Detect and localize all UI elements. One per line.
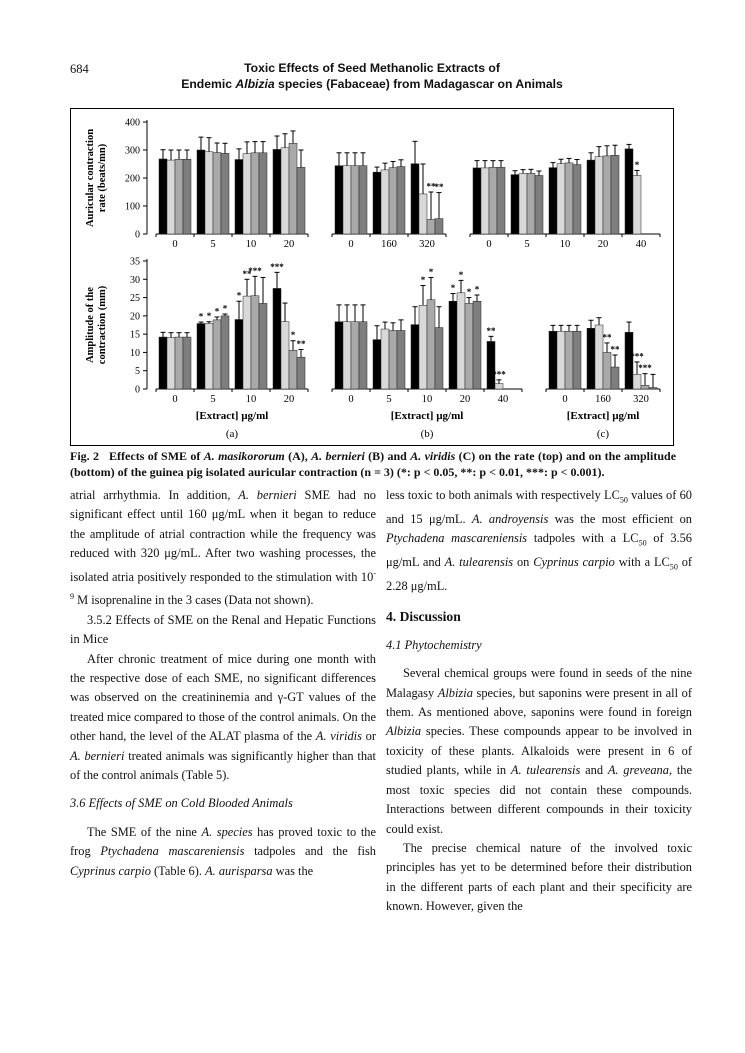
significance-mark: ** — [602, 332, 612, 343]
bar — [573, 331, 581, 389]
bar — [281, 322, 289, 389]
bar — [511, 175, 519, 234]
bar — [587, 328, 595, 389]
bar — [197, 150, 205, 234]
text-segment: (A), — [284, 449, 312, 463]
text-segment: 50 — [669, 562, 678, 572]
text-segment: species, but saponins were present in all of them. As mentioned above, saponins were found in foreign — [386, 685, 692, 720]
text-segment: 4. Discussion — [386, 609, 461, 625]
significance-mark: ** — [296, 339, 306, 350]
text-segment: Fig. 2 Effects of SME of — [70, 449, 204, 463]
significance-mark: * — [458, 269, 464, 280]
x-tick-label: 40 — [497, 394, 509, 405]
bar — [289, 350, 297, 389]
x-tick-label: 10 — [559, 239, 571, 250]
bar — [611, 367, 619, 389]
bar — [497, 167, 505, 234]
bar — [495, 384, 503, 389]
text-segment: Ptychadena mascareniensis — [386, 531, 528, 546]
text-segment: Ptychadena mascareniensis — [100, 844, 245, 859]
x-axis-title: [Extract] µg/ml — [195, 410, 269, 422]
bar — [335, 322, 343, 389]
bar — [557, 331, 565, 389]
bar — [175, 337, 183, 389]
significance-mark: *** — [630, 351, 644, 362]
text-segment: has proved toxic to the frog — [70, 824, 376, 859]
x-tick-label: 10 — [245, 239, 257, 250]
bar — [603, 352, 611, 389]
bar — [595, 157, 603, 234]
significance-mark: * — [634, 159, 640, 170]
bar — [213, 320, 221, 389]
bar — [535, 175, 543, 234]
amplitude-chart — [71, 253, 672, 443]
bar — [221, 153, 229, 234]
text-segment: The SME of the nine — [87, 824, 202, 839]
x-axis-title: [Extract] µg/ml — [390, 410, 464, 422]
bar — [297, 357, 305, 389]
bar — [197, 324, 205, 389]
bar — [389, 330, 397, 389]
bar — [343, 166, 351, 234]
bar — [389, 168, 397, 234]
panel-letter: (b) — [420, 428, 434, 440]
figure-caption — [70, 449, 676, 480]
x-tick-label: 0 — [172, 394, 178, 405]
bar — [235, 160, 243, 234]
x-tick-label: 5 — [210, 394, 216, 405]
text-segment: species (Fabaceae) from Madagascar on Animals — [274, 77, 563, 91]
y-tick-label: 10 — [130, 347, 140, 359]
bar — [183, 337, 191, 389]
significance-mark: * — [206, 311, 212, 322]
bar — [243, 296, 251, 389]
text-segment: 50 — [638, 538, 647, 548]
bar — [565, 331, 573, 389]
significance-mark: * — [420, 275, 426, 286]
text-segment: Albizia — [386, 724, 422, 739]
bar — [625, 149, 633, 234]
text-segment: 4.1 Phytochemistry — [386, 637, 482, 652]
text-segment: 3.6 Effects of SME on Cold Blooded Animals — [70, 796, 293, 811]
x-tick-label: 0 — [348, 239, 354, 250]
bar — [397, 330, 405, 389]
y-tick-label: 20 — [130, 311, 140, 323]
y-tick-label: 30 — [130, 274, 140, 286]
bar — [565, 163, 573, 234]
text-segment: tadpoles with a LC — [527, 531, 639, 546]
bar — [411, 325, 419, 389]
bar — [335, 166, 343, 234]
bar — [487, 341, 495, 389]
text-segment: species. These compounds appear to be involved in toxicity of these plants. Alkaloids were present in 6 of studied plants, while in — [386, 724, 692, 778]
bar — [397, 167, 405, 234]
bar — [633, 374, 641, 389]
bar — [351, 322, 359, 389]
text-segment: A. androyensis — [471, 511, 549, 526]
x-tick-label: 20 — [283, 394, 295, 405]
x-tick-label: 0 — [348, 394, 354, 405]
significance-mark: * — [428, 266, 434, 277]
bar — [473, 301, 481, 389]
y-tick-label: 400 — [125, 117, 140, 129]
x-axis-title: [Extract] µg/ml — [566, 410, 640, 422]
bar — [359, 322, 367, 389]
text-segment: 50 — [619, 495, 628, 505]
text-segment: A. tulearensis — [444, 555, 514, 570]
significance-mark: * — [466, 287, 472, 298]
bar — [457, 293, 465, 389]
x-tick-label: 20 — [459, 394, 471, 405]
text-segment: A. viridis — [410, 449, 456, 463]
bar — [359, 166, 367, 234]
x-tick-label: 20 — [283, 239, 295, 250]
significance-mark: ** — [426, 181, 436, 192]
x-tick-label: 160 — [595, 394, 611, 405]
bar — [259, 153, 267, 234]
y-tick-label: 200 — [125, 173, 140, 185]
significance-mark: * — [290, 330, 296, 341]
bar — [449, 301, 457, 389]
text-segment: Cyprinus carpio — [70, 863, 151, 878]
x-tick-label: 320 — [633, 394, 649, 405]
text-segment: , the most toxic species did not contain these compounds. Interactions between different compounds in their toxicity could exist. — [386, 763, 692, 836]
bar — [213, 153, 221, 234]
bar — [175, 159, 183, 234]
bar — [221, 316, 229, 389]
bar — [603, 156, 611, 234]
text-segment: M isoprenaline in the 3 cases (Data not shown). — [74, 593, 314, 608]
bar — [473, 168, 481, 234]
significance-mark: *** — [638, 363, 652, 374]
text-segment: 3.5.2 Effects of SME on the Renal and Hepatic Functions in Mice — [70, 612, 376, 647]
significance-mark: ** — [486, 325, 496, 336]
x-tick-label: 20 — [597, 239, 609, 250]
bar — [465, 303, 473, 389]
paragraph — [386, 839, 692, 917]
bar — [419, 305, 427, 389]
significance-mark: ** — [242, 268, 252, 279]
bar — [343, 322, 351, 389]
bar — [159, 159, 167, 234]
paragraph — [70, 823, 376, 881]
text-segment: A. bernieri — [70, 748, 125, 763]
bar — [641, 385, 649, 389]
text-segment: A. masikororum — [203, 449, 285, 463]
bar — [527, 173, 535, 234]
bar — [273, 288, 281, 389]
bar — [611, 155, 619, 234]
y-axis-title: Amplitude of thecontraction (mm) — [85, 285, 108, 365]
significance-mark: *** — [248, 265, 262, 276]
text-segment: A. viridis — [315, 729, 362, 744]
bar — [427, 300, 435, 389]
bar — [411, 164, 419, 234]
text-segment: Several chemical groups were found in seeds of the nine Malagasy — [386, 666, 692, 700]
bar — [281, 148, 289, 234]
bar — [205, 152, 213, 234]
text-segment: -9 — [70, 568, 376, 602]
page-number: 684 — [70, 62, 89, 76]
text-segment: A. bernieri — [238, 488, 297, 502]
section-heading — [386, 636, 692, 655]
text-segment: was the most efficient on — [548, 511, 692, 526]
bar — [167, 337, 175, 389]
bar — [351, 166, 359, 234]
bar — [573, 165, 581, 234]
bar — [427, 219, 435, 234]
significance-mark: * — [198, 311, 204, 322]
text-segment: Cyprinus carpio — [533, 555, 615, 570]
text-segment: A. tulearensis — [510, 763, 581, 778]
bar — [519, 174, 527, 234]
text-segment: After chronic treatment of mice during one month with the respective dose of each SME, no significant differences was observed on the creatininemia and γ-GT values of the treated mice compared to those of the control animals. On the other hand, the level of the ALAT plasma of the — [70, 651, 376, 744]
bar — [183, 159, 191, 234]
text-segment: A. greveana — [607, 763, 669, 778]
figure-box — [70, 108, 674, 446]
x-tick-label: 10 — [421, 394, 433, 405]
bar — [419, 194, 427, 234]
bar — [251, 153, 259, 234]
bar — [549, 331, 557, 389]
paragraph — [70, 486, 376, 611]
bar — [205, 324, 213, 389]
x-tick-label: 0 — [172, 239, 178, 250]
bar — [159, 337, 167, 389]
text-segment: and — [580, 763, 608, 778]
bar — [289, 143, 297, 234]
text-segment: less toxic to both animals with respectively LC — [386, 488, 620, 502]
bar — [381, 170, 389, 234]
bar — [381, 329, 389, 389]
bar — [243, 154, 251, 234]
y-tick-label: 15 — [130, 329, 140, 341]
bar — [373, 340, 381, 389]
y-tick-label: 35 — [130, 256, 140, 268]
x-tick-label: 5 — [210, 239, 216, 250]
y-tick-label: 0 — [135, 384, 140, 396]
bar — [557, 164, 565, 234]
article-title-line2 — [70, 76, 674, 92]
text-segment: (C) on the rate (top) and on the amplitude (bottom) of the guinea pig isolated auricular contraction (n = 3) (*: p < 0.05, **: p < 0.01, ***: p < 0.001). — [70, 449, 677, 479]
x-tick-label: 320 — [419, 239, 435, 250]
x-tick-label: 0 — [562, 394, 568, 405]
bar — [649, 388, 657, 389]
text-segment: A. species — [201, 824, 253, 839]
text-segment: A. aurisparsa — [205, 863, 273, 878]
y-tick-label: 300 — [125, 145, 140, 157]
text-segment: Albizia — [437, 685, 473, 700]
bar — [435, 328, 443, 389]
y-axis-title: Auricular contractionrate (beats/mn) — [85, 128, 108, 228]
text-segment: of 3.56 μg/mL and — [386, 531, 693, 570]
left-column — [70, 486, 376, 881]
section-heading — [70, 794, 376, 813]
rate-chart — [71, 112, 672, 252]
right-column — [386, 486, 692, 917]
bar — [297, 167, 305, 234]
panel-letter: (a) — [225, 428, 239, 440]
significance-mark: * — [222, 303, 228, 314]
significance-mark: ** — [610, 344, 620, 355]
x-tick-label: 5 — [524, 239, 530, 250]
paragraph — [386, 486, 692, 596]
significance-mark: * — [236, 290, 242, 301]
text-segment: values of 60 and 15 μg/mL. — [386, 488, 692, 526]
x-tick-label: 5 — [386, 394, 392, 405]
paragraph — [70, 611, 376, 650]
bar — [251, 296, 259, 389]
text-segment: or — [361, 729, 376, 744]
x-tick-label: 160 — [381, 239, 397, 250]
bar — [435, 219, 443, 234]
text-segment: treated animals was significantly higher than that of the control animals (Table 5). — [70, 748, 376, 782]
section-heading — [386, 607, 692, 626]
text-segment: on — [513, 555, 534, 570]
paragraph — [70, 650, 376, 786]
text-segment: (Table 6). — [150, 863, 206, 878]
significance-mark: ** — [434, 182, 444, 193]
x-tick-label: 0 — [486, 239, 492, 250]
text-segment: tadpoles and the fish — [244, 844, 376, 859]
significance-mark: * — [474, 284, 480, 295]
text-segment: (B) and — [364, 449, 411, 463]
text-segment: Albizia — [235, 77, 275, 91]
significance-mark: * — [214, 306, 220, 317]
article-title — [70, 60, 674, 92]
text-segment: with a LC — [614, 555, 670, 570]
y-tick-label: 0 — [135, 229, 140, 241]
bar — [481, 168, 489, 234]
text-segment: atrial arrhythmia. In addition, — [70, 488, 239, 502]
significance-mark: *** — [270, 261, 284, 272]
text-segment: was the — [272, 863, 314, 878]
y-tick-label: 100 — [125, 201, 140, 213]
x-tick-label: 40 — [635, 239, 647, 250]
bar — [273, 149, 281, 234]
text-segment: The precise chemical nature of the involved toxic principles has yet to be determined before their distribution in the different parts of each plant and their specificity are known. However, given the — [386, 840, 692, 914]
x-tick-label: 10 — [245, 394, 257, 405]
text-segment: Endemic — [181, 77, 236, 91]
paragraph — [386, 664, 692, 839]
bar — [235, 320, 243, 389]
article-title-line1: Toxic Effects of Seed Methanolic Extracts of — [244, 61, 500, 75]
bar — [633, 175, 641, 234]
bar — [587, 160, 595, 234]
bar — [489, 167, 497, 234]
y-tick-label: 5 — [135, 366, 140, 378]
text-segment: of 2.28 μg/mL. — [386, 555, 693, 594]
text-segment: A. bernieri — [311, 449, 365, 463]
bar — [549, 168, 557, 234]
significance-mark: *** — [492, 369, 506, 380]
y-tick-label: 25 — [130, 293, 140, 305]
text-segment: SME had no significant effect until 160 μg/mL when it began to reduce the amplitude of atrial contraction while the frequency was reduced with 320 μg/mL. After two washing processes, the isolated atria positively responded to the stimulation with 10 — [70, 488, 376, 584]
significance-mark: * — [450, 283, 456, 294]
panel-letter: (c) — [596, 428, 610, 440]
bar — [259, 303, 267, 389]
bar — [167, 160, 175, 234]
bar — [373, 172, 381, 234]
